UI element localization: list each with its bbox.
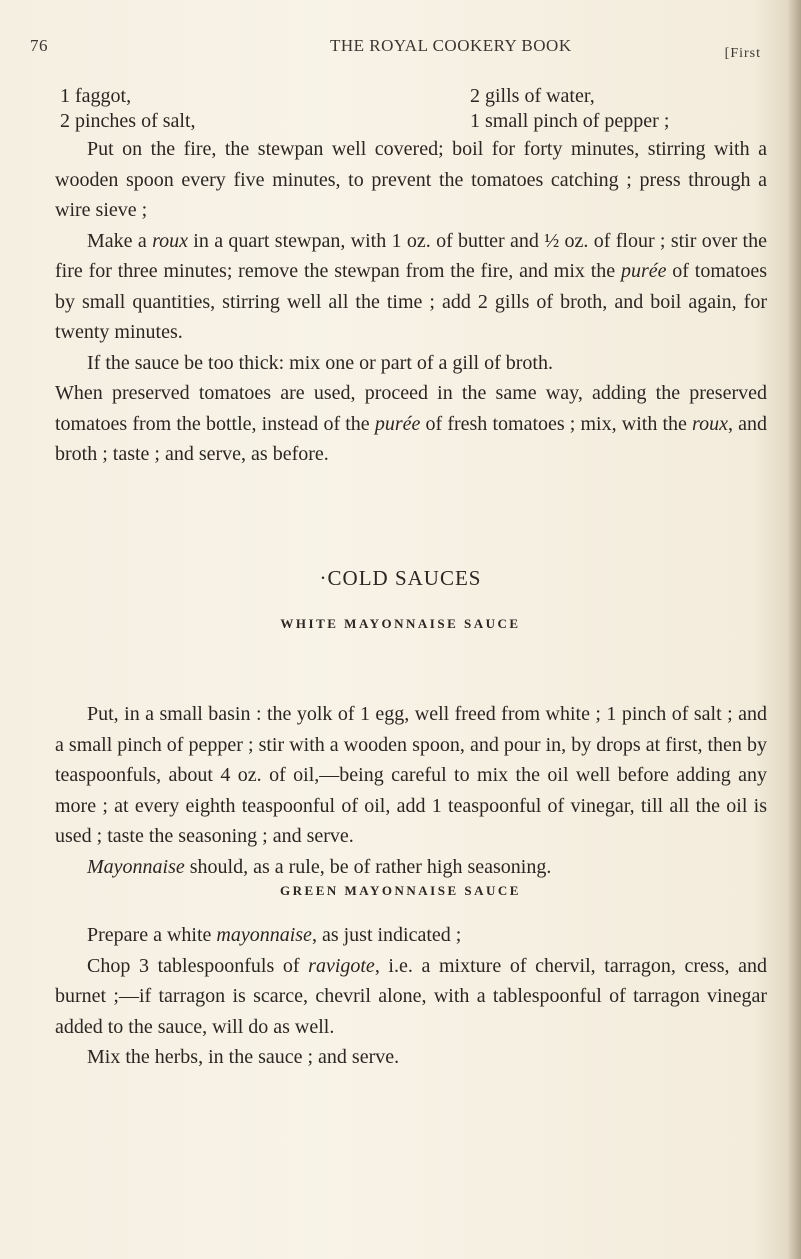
text-run: Prepare a white xyxy=(87,924,217,946)
italic-term: ravigote xyxy=(308,954,375,977)
italic-term: Mayonnaise xyxy=(87,855,185,878)
paragraph xyxy=(55,852,767,883)
ingredient-item: 2 pinches of salt, xyxy=(60,110,196,132)
ingredient-item: 1 small pinch of pepper ; xyxy=(470,110,670,132)
paragraph xyxy=(55,134,767,226)
white-mayonnaise-method xyxy=(55,699,767,882)
text-run: If the sauce be too thick: mix one or part of a gill of broth. xyxy=(87,351,553,374)
ingredient-item: 1 faggot, xyxy=(60,85,132,107)
ingredient-item: 2 gills of water, xyxy=(470,85,595,107)
ingredient-list xyxy=(60,84,750,134)
paragraph xyxy=(55,699,767,852)
ingredient-row xyxy=(60,84,750,109)
italic-term: purée xyxy=(374,412,421,435)
italic-term: mayonnaise xyxy=(216,924,312,946)
paragraph xyxy=(55,378,767,470)
text-run: Mix the herbs, in the sauce ; and serve. xyxy=(87,1046,400,1068)
paragraph xyxy=(55,226,767,348)
green-mayonnaise-heading: GREEN MAYONNAISE SAUCE xyxy=(280,883,521,898)
text-run: of tomatoes by small quantities, stirring well all the time ; add 2 gills of broth, and boil again, for twenty minutes. xyxy=(55,260,767,343)
green-mayonnaise-method xyxy=(55,920,767,1073)
ingredient-row xyxy=(60,109,750,134)
text-run: should, as a rule, be of rather high seasoning. xyxy=(184,855,552,878)
text-run: Put on the fire, the stewpan well covered; boil for forty minutes, stirring with a wooden spoon every five minutes, to prevent the tomatoes catching ; press through a wire sieve ; xyxy=(55,138,767,221)
text-run: , and broth ; taste ; and serve, as before. xyxy=(55,412,767,465)
italic-term: roux xyxy=(152,229,188,252)
text-run: Put, in a small basin : the yolk of 1 egg, well freed from white ; 1 pinch of salt ; and a small pinch of pepper ; stir with a wooden spoon, and pour in, by drops at first, then by teaspoonfuls, about 4 oz. of oil,—being careful to mix the oil well before adding any more ; at every eighth teaspoonful of oil, add 1 teaspoonful of vinegar, till all the oil is used ; taste the seasoning ; and serve. xyxy=(55,703,767,847)
cold-sauces-heading: ·COLD SAUCES xyxy=(319,566,482,590)
white-mayonnaise-heading: WHITE MAYONNAISE SAUCE xyxy=(280,616,521,631)
section-marker: [First xyxy=(724,46,761,61)
running-head: THE ROYAL COOKERY BOOK xyxy=(330,36,572,55)
text-run: Chop 3 tablespoonfuls of xyxy=(87,954,309,977)
paragraph xyxy=(55,1042,767,1073)
page-header xyxy=(30,36,771,66)
italic-term: roux xyxy=(692,412,728,435)
text-run: When preserved tomatoes are used, proceed in the same way, adding the preserved tomatoes from the bottle, instead of the xyxy=(55,382,767,435)
paragraph xyxy=(55,920,767,951)
paragraph xyxy=(55,348,767,379)
text-run: in a quart stewpan, with 1 oz. of butter and ½ oz. of flour ; stir over the fire for three minutes; remove the stewpan from the fire, and mix the xyxy=(55,229,767,282)
tomato-sauce-method xyxy=(55,134,767,470)
text-run: , i.e. a mixture of chervil, tarragon, cress, and burnet ;—if tarragon is scarce, chevril alone, with a tablespoonful of tarragon vinegar added to the sauce, will do as well. xyxy=(55,954,767,1038)
page-number: 76 xyxy=(30,36,48,55)
italic-term: purée xyxy=(620,260,667,282)
paragraph xyxy=(55,951,767,1043)
text-run: Make a xyxy=(87,229,153,252)
text-run: of fresh tomatoes ; mix, with the xyxy=(420,412,693,435)
text-run: , as just indicated ; xyxy=(311,924,462,946)
